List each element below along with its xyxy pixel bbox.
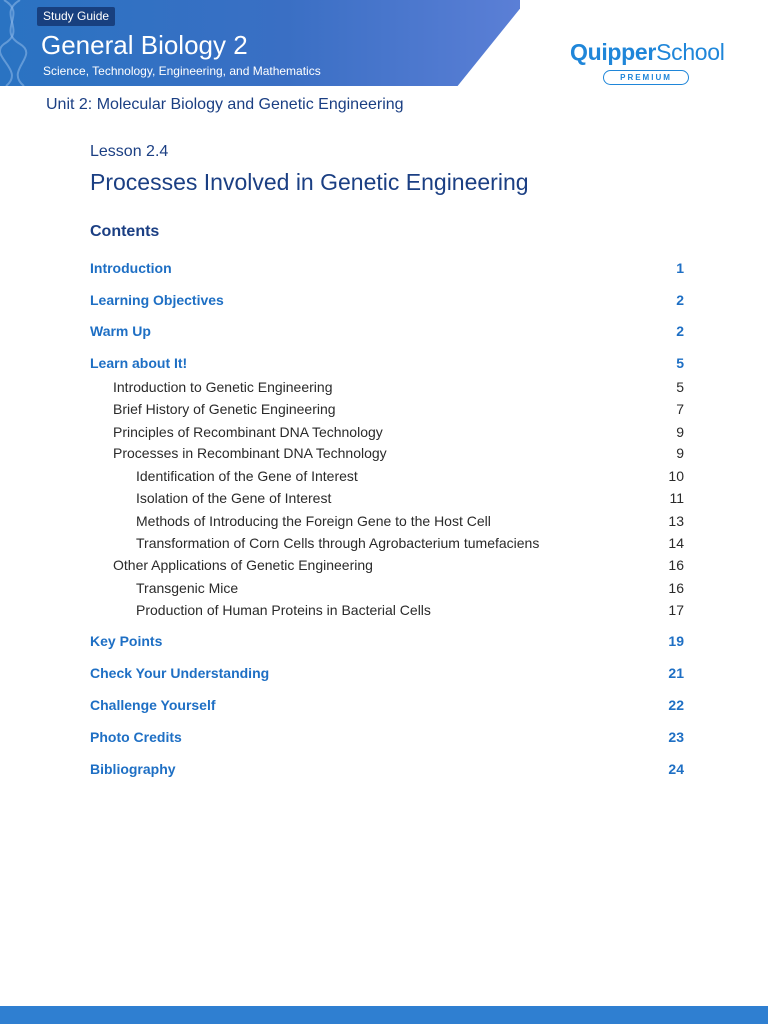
logo-part1: Quipper — [570, 39, 657, 65]
toc-entry[interactable] — [90, 353, 684, 373]
toc-entry-page: 2 — [676, 323, 684, 339]
toc-entry-label: Warm Up — [90, 323, 151, 339]
toc-subsubentry[interactable] — [136, 511, 684, 531]
toc-entry-page: 19 — [668, 633, 684, 649]
toc-entry-page: 2 — [676, 292, 684, 308]
toc-entry-page: 9 — [676, 424, 684, 440]
toc-entry-label: Introduction — [90, 260, 172, 276]
toc-entry-label: Learn about It! — [90, 355, 188, 371]
toc-entry[interactable] — [90, 290, 684, 310]
premium-badge: PREMIUM — [603, 70, 689, 85]
toc-subsubentry[interactable] — [136, 578, 684, 598]
toc-entry[interactable] — [90, 321, 684, 341]
toc-entry-label: Production of Human Proteins in Bacterial Cells — [136, 602, 431, 618]
toc-entry-label: Transgenic Mice — [136, 580, 239, 596]
toc-entry-label: Photo Credits — [90, 729, 182, 745]
toc-entry-label: Principles of Recombinant DNA Technology — [113, 424, 383, 440]
toc-entry-label: Learning Objectives — [90, 292, 224, 308]
toc-entry-label: Check Your Understanding — [90, 665, 270, 681]
quipper-school-logo — [570, 38, 730, 85]
toc-entry-page: 9 — [676, 445, 684, 461]
toc-subsubentry[interactable] — [136, 488, 684, 508]
toc-entry-page: 10 — [668, 468, 684, 484]
toc-entry-label: Brief History of Genetic Engineering — [113, 401, 336, 417]
toc-entry-page: 14 — [668, 535, 684, 551]
contents-heading: Contents — [90, 223, 160, 240]
course-subtitle: Science, Technology, Engineering, and Mathematics — [43, 64, 321, 78]
toc-entry-page: 23 — [668, 729, 684, 745]
toc-entry-label: Identification of the Gene of Interest — [136, 468, 358, 484]
toc-entry-page: 17 — [668, 602, 684, 618]
toc-entry-page: 5 — [676, 379, 684, 395]
course-title: General Biology 2 — [41, 30, 248, 60]
toc-entry-label: Processes in Recombinant DNA Technology — [113, 445, 387, 461]
toc-entry-page: 1 — [676, 260, 684, 276]
toc-entry-label: Methods of Introducing the Foreign Gene to the Host Cell — [136, 513, 491, 529]
toc-entry-page: 22 — [668, 697, 684, 713]
logo-wordmark — [570, 38, 730, 66]
toc-subentry[interactable] — [113, 443, 684, 463]
toc-entry[interactable] — [90, 727, 684, 747]
unit-heading: Unit 2: Molecular Biology and Genetic Engineering — [46, 96, 404, 113]
toc-entry-page: 24 — [668, 761, 684, 777]
toc-entry-label: Introduction to Genetic Engineering — [113, 379, 333, 395]
toc-entry-label: Transformation of Corn Cells through Agrobacterium tumefaciens — [136, 535, 540, 551]
toc-subentry[interactable] — [113, 555, 684, 575]
toc-entry[interactable] — [90, 759, 684, 779]
toc-subentry[interactable] — [113, 377, 684, 397]
study-guide-badge: Study Guide — [37, 7, 115, 26]
toc-entry-page: 11 — [669, 490, 684, 506]
toc-subsubentry[interactable] — [136, 466, 684, 486]
toc-entry[interactable] — [90, 695, 684, 715]
toc-entry-label: Bibliography — [90, 761, 176, 777]
toc-entry-page: 7 — [676, 401, 684, 417]
toc-entry[interactable] — [90, 258, 684, 278]
toc-subsubentry[interactable] — [136, 533, 684, 553]
toc-entry-page: 21 — [668, 665, 684, 681]
footer-bar — [0, 1006, 768, 1024]
lesson-number: Lesson 2.4 — [90, 143, 169, 160]
toc-entry-page: 5 — [676, 355, 684, 371]
toc-subentry[interactable] — [113, 399, 684, 419]
lesson-title: Processes Involved in Genetic Engineering — [90, 169, 529, 195]
toc-entry[interactable] — [90, 631, 684, 651]
toc-entry-label: Other Applications of Genetic Engineering — [113, 557, 373, 573]
toc-entry-page: 16 — [668, 557, 684, 573]
toc-entry-label: Key Points — [90, 633, 163, 649]
toc-subentry[interactable] — [113, 422, 684, 442]
toc-entry[interactable] — [90, 663, 684, 683]
logo-part2: School — [656, 39, 725, 65]
toc-entry-page: 13 — [668, 513, 684, 529]
toc-subsubentry[interactable] — [136, 600, 684, 620]
toc-entry-label: Challenge Yourself — [90, 697, 216, 713]
toc-entry-page: 16 — [668, 580, 684, 596]
toc-entry-label: Isolation of the Gene of Interest — [136, 490, 332, 506]
